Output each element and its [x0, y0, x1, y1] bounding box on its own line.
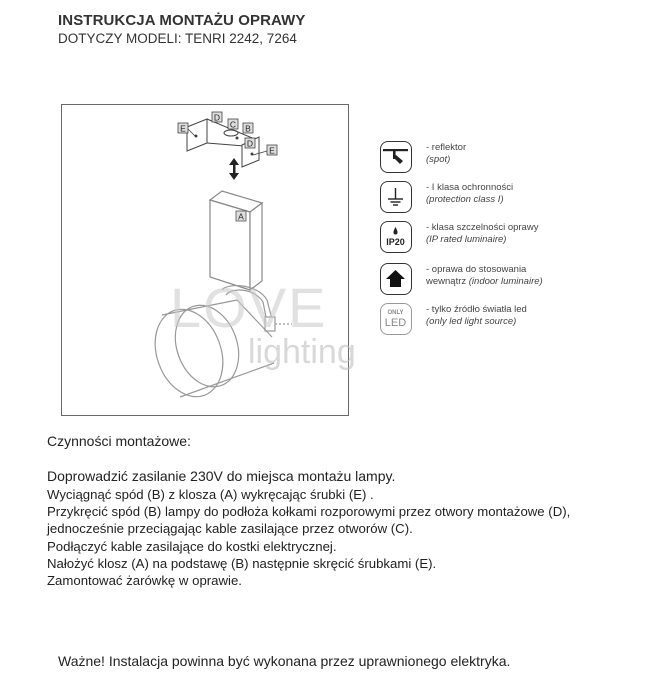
legend-led-pl: - tylko źródło światła led — [426, 304, 527, 315]
legend-item-protection — [380, 181, 630, 221]
assembly-diagram — [61, 104, 349, 416]
ground-icon — [380, 181, 412, 213]
legend-ip-en: (IP rated luminaire) — [426, 234, 507, 245]
electrician-warning: Ważne! Instalacja powinna być wykonana przez uprawnionego elektryka. — [58, 653, 511, 669]
svg-text:B: B — [245, 123, 251, 134]
assembly-instructions — [47, 433, 570, 589]
watermark-lighting: lighting — [248, 333, 356, 371]
legend-protection-en: (protection class I) — [426, 194, 504, 205]
led-label: LED — [384, 317, 407, 329]
instruction-step: Wyciągnąć spód (B) z klosza (A) wykręcając śrubki (E) . — [47, 487, 374, 502]
instruction-step: Zamontować żarówkę w oprawie. — [47, 573, 242, 589]
ip20-icon — [380, 221, 412, 253]
part-label-a — [236, 211, 246, 222]
legend-item-led — [380, 303, 630, 343]
svg-text:D: D — [246, 138, 254, 149]
part-label-d2 — [245, 138, 255, 149]
legend-indoor-pl: - oprawa do stosowania — [426, 264, 527, 275]
part-label-b — [243, 123, 253, 134]
part-label-e1 — [178, 123, 188, 134]
legend-spot-en: (spot) — [426, 154, 451, 165]
watermark-love: LOVE — [170, 276, 328, 339]
part-label-d1 — [212, 112, 222, 123]
only-led-icon — [380, 303, 412, 335]
legend-indoor-en: (indoor luminaire) — [468, 276, 543, 287]
legend-item-spot — [380, 141, 630, 181]
svg-text:D: D — [213, 112, 221, 123]
spotlight-icon — [380, 141, 412, 173]
legend-item-ip20 — [380, 221, 630, 261]
part-label-e2 — [267, 145, 277, 156]
instruction-step: Podłączyć kable zasilające do kostki elektrycznej. — [47, 538, 337, 554]
legend-item-indoor — [380, 263, 630, 303]
legend-ip-pl: - klasa szczelności oprawy — [426, 222, 539, 233]
house-icon — [380, 263, 412, 295]
legend-indoor-pl2: wewnątrz — [426, 276, 467, 287]
svg-text:E: E — [269, 145, 275, 156]
svg-text:C: C — [229, 119, 237, 130]
ip20-badge: IP20 — [386, 237, 405, 247]
instructions-heading: Czynności montażowe: — [47, 433, 191, 449]
svg-text:E: E — [180, 123, 186, 134]
svg-text:A: A — [238, 211, 244, 222]
legend-led-en: (only led light source) — [426, 316, 517, 327]
canopy-housing — [210, 191, 262, 290]
legend-spot-pl: - reflektor — [426, 142, 467, 153]
legend-protection-pl: - I klasa ochronności — [426, 182, 514, 193]
only-label: ONLY — [387, 310, 404, 316]
part-label-c — [228, 119, 238, 130]
double-arrow-icon — [229, 158, 239, 180]
document-title: INSTRUKCJA MONTAŻU OPRAWY — [58, 12, 306, 29]
instruction-step: Nałożyć klosz (A) na podstawę (B) następnie skręcić śrubkami (E). — [47, 555, 437, 571]
instruction-step: Przykręcić spód (B) lampy do podłoża kołkami rozporowymi przez otwory montażowe (D), — [47, 504, 571, 520]
assembly-drawing — [62, 105, 348, 415]
document-subtitle: DOTYCZY MODELI: TENRI 2242, 7264 — [58, 31, 297, 46]
lamp-head — [144, 286, 292, 407]
instruction-step: jednocześnie przeciągając kable zasilające przez otworów (C). — [47, 521, 413, 537]
water-drop-icon — [394, 227, 398, 235]
instruction-step: Doprowadzić zasilanie 230V do miejsca montażu lampy. — [47, 468, 396, 484]
